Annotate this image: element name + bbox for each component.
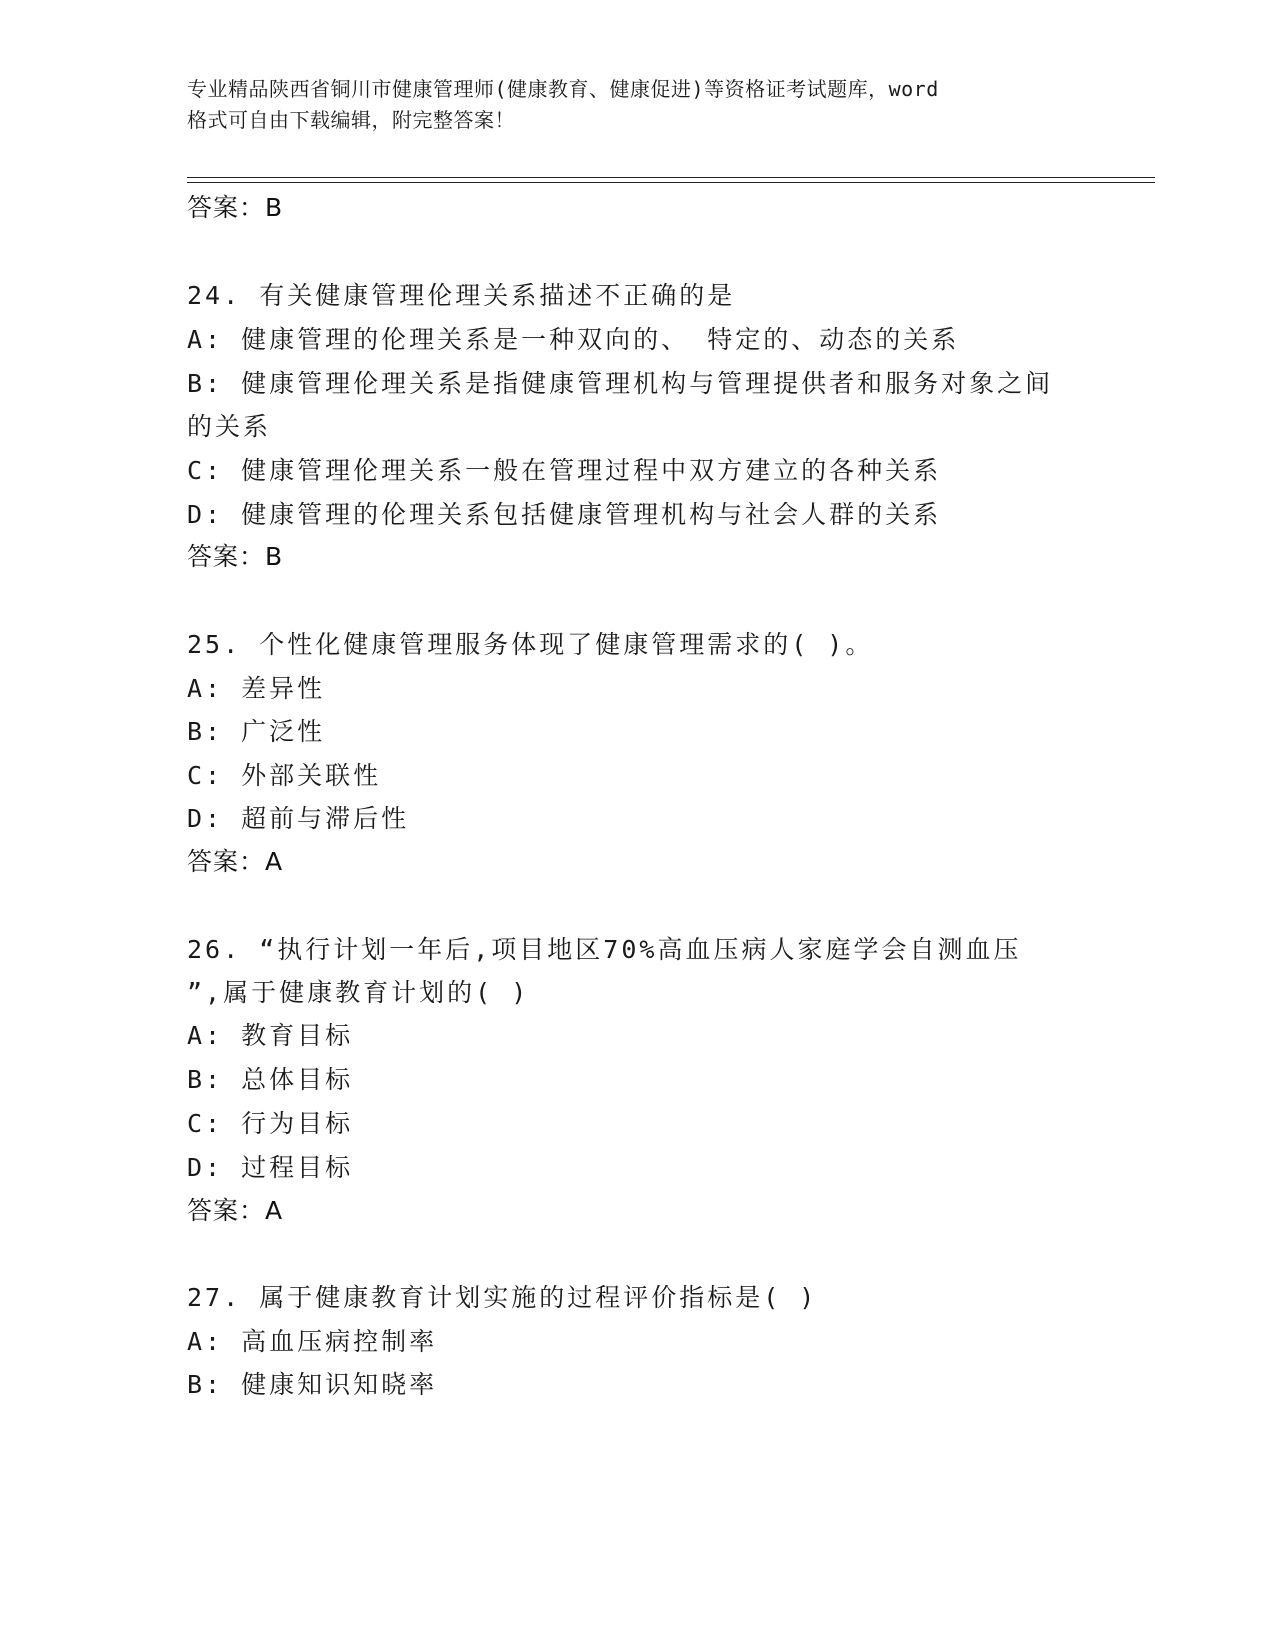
q26-stem-line2: ”,属于健康教育计划的( ) — [187, 978, 530, 1007]
q26-option-d: D: 过程目标 — [187, 1153, 354, 1182]
q25-option-a: A: 差异性 — [187, 674, 326, 703]
header-divider-bottom — [187, 182, 1155, 183]
q24-option-b-line2: 的关系 — [187, 412, 272, 441]
document-header — [187, 74, 1087, 136]
q26-option-c: C: 行为目标 — [187, 1109, 354, 1138]
q27-option-a: A: 高血压病控制率 — [187, 1327, 438, 1356]
header-divider-top — [187, 177, 1155, 178]
q25-option-d: D: 超前与滞后性 — [187, 804, 410, 833]
q24-stem: 24. 有关健康管理伦理关系描述不正确的是 — [187, 281, 736, 310]
q26-option-a: A: 教育目标 — [187, 1021, 354, 1050]
q25-option-b: B: 广泛性 — [187, 717, 326, 746]
q24-option-a: A: 健康管理的伦理关系是一种双向的、 特定的、动态的关系 — [187, 325, 960, 354]
q24-option-b-line1: B: 健康管理伦理关系是指健康管理机构与管理提供者和服务对象之间 — [187, 369, 1054, 398]
q25-answer: 答案：A — [187, 847, 284, 876]
q26-stem-line1: 26. “执行计划一年后,项目地区70%高血压病人家庭学会自测血压 — [187, 935, 1022, 964]
q25-option-c: C: 外部关联性 — [187, 761, 382, 790]
q26-option-b: B: 总体目标 — [187, 1065, 354, 1094]
header-line-1: 专业精品陕西省铜川市健康管理师(健康教育、健康促进)等资格证考试题库，word — [187, 77, 939, 101]
q24-option-d: D: 健康管理的伦理关系包括健康管理机构与社会人群的关系 — [187, 500, 942, 529]
header-line-2: 格式可自由下载编辑，附完整答案！ — [187, 108, 515, 132]
q27-option-b: B: 健康知识知晓率 — [187, 1370, 438, 1399]
q26-answer: 答案：A — [187, 1196, 284, 1225]
q25-stem: 25. 个性化健康管理服务体现了健康管理需求的( )。 — [187, 630, 874, 659]
q27-stem: 27. 属于健康教育计划实施的过程评价指标是( ) — [187, 1283, 818, 1312]
previous-answer: 答案：B — [187, 193, 284, 222]
q24-option-c: C: 健康管理伦理关系一般在管理过程中双方建立的各种关系 — [187, 456, 942, 485]
q24-answer: 答案：B — [187, 542, 284, 571]
